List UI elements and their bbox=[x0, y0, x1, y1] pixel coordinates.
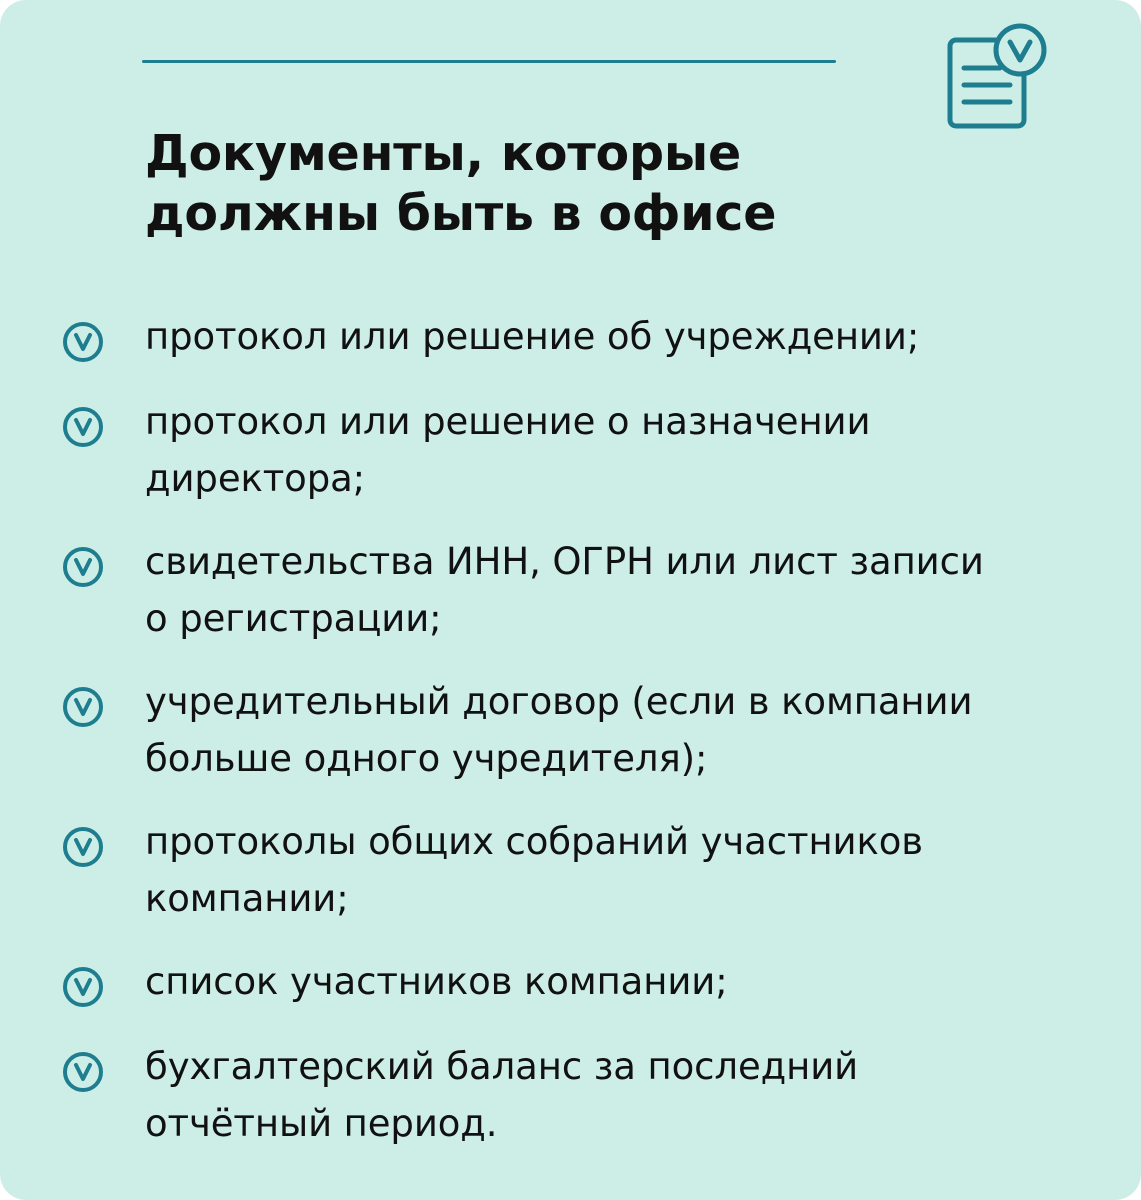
list-item-line: компании; bbox=[145, 877, 349, 920]
check-circle-icon bbox=[62, 546, 104, 588]
list-item-text bbox=[145, 953, 1045, 1010]
list-item-line: директора; bbox=[145, 457, 366, 500]
list-item-text bbox=[145, 1038, 1045, 1152]
check-circle-icon bbox=[62, 686, 104, 728]
list-item-text bbox=[145, 308, 1045, 365]
list-item-line: больше одного учредителя); bbox=[145, 737, 708, 780]
list-item-line: отчётный период. bbox=[145, 1102, 498, 1145]
list-item-line: список участников компании; bbox=[145, 960, 728, 1003]
list-item-line: протоколы общих собраний участников bbox=[145, 820, 923, 863]
top-divider bbox=[142, 60, 836, 63]
list-item-text bbox=[145, 533, 1045, 647]
list-item-line: учредительный договор (если в компании bbox=[145, 680, 973, 723]
check-circle-icon bbox=[62, 826, 104, 868]
list-item-text bbox=[145, 673, 1045, 787]
check-circle-icon bbox=[62, 321, 104, 363]
check-circle-icon bbox=[62, 966, 104, 1008]
document-check-icon bbox=[944, 22, 1050, 132]
check-circle-icon bbox=[62, 406, 104, 448]
list-item-text bbox=[145, 813, 1045, 927]
check-circle-icon bbox=[62, 1051, 104, 1093]
list-item-line: протокол или решение об учреждении; bbox=[145, 315, 920, 358]
list-item-line: протокол или решение о назначении bbox=[145, 400, 871, 443]
page-title bbox=[145, 124, 776, 244]
list-item-line: свидетельства ИНН, ОГРН или лист записи bbox=[145, 540, 984, 583]
list-item-line: бухгалтерский баланс за последний bbox=[145, 1045, 859, 1088]
list-item-text bbox=[145, 393, 1045, 507]
title-line-2: должны быть в офисе bbox=[145, 185, 777, 242]
list-item-line: о регистрации; bbox=[145, 597, 442, 640]
title-line-1: Документы, которые bbox=[145, 125, 742, 182]
